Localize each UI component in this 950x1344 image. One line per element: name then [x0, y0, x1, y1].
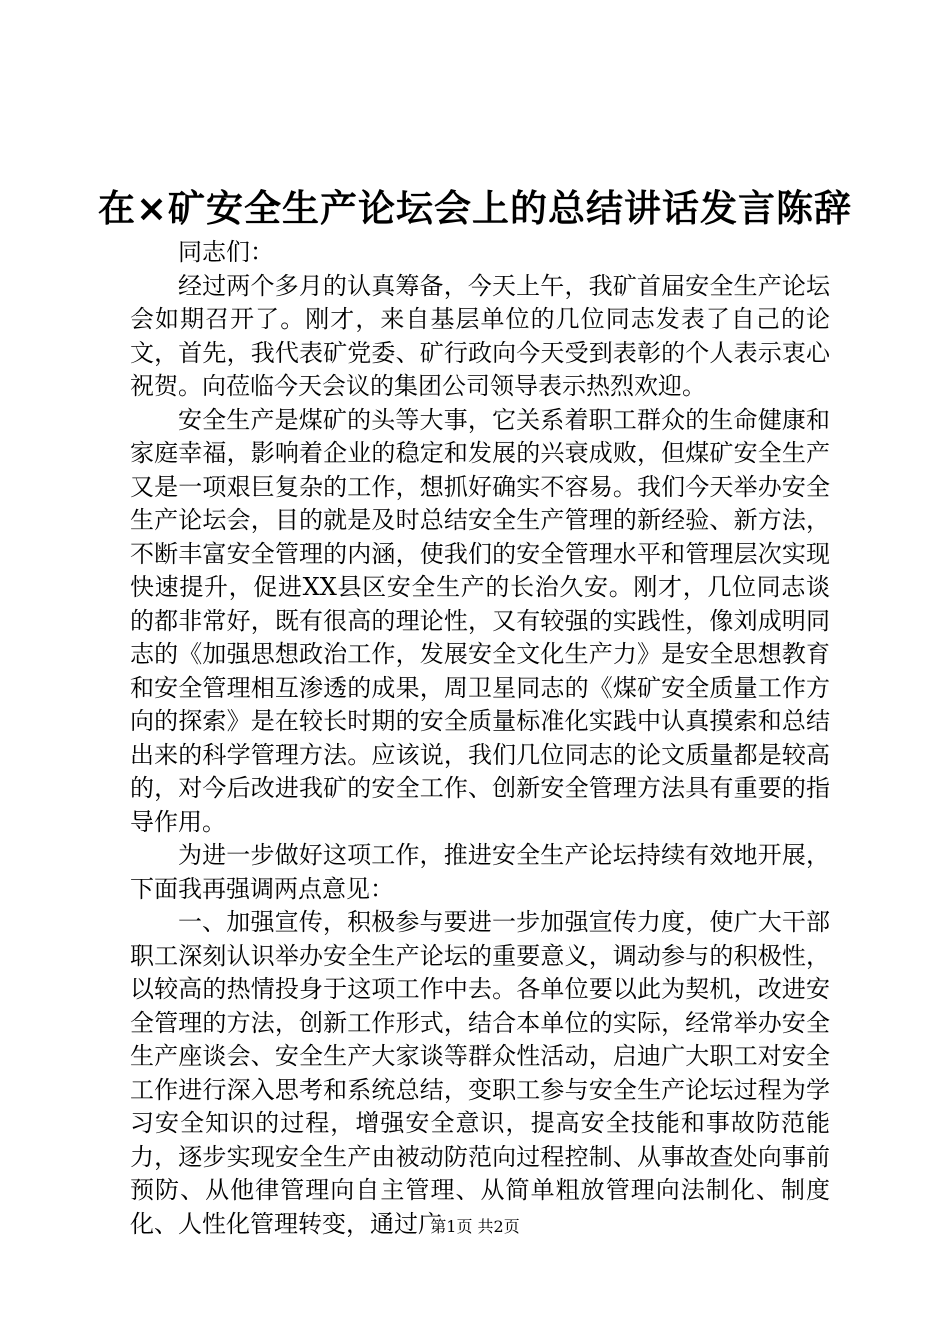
body-paragraph: 为进一步做好这项工作，推进安全生产论坛持续有效地开展，下面我再强调两点意见：: [130, 841, 830, 903]
document-title: 在×矿安全生产论坛会上的总结讲话发言陈辞: [97, 187, 852, 230]
body-paragraph: 安全生产是煤矿的头等大事，它关系着职工群众的生命健康和家庭幸福，影响着企业的稳定和发展的兴衰成败，但煤矿安全生产又是一项艰巨复杂的工作，想抓好确实不容易。我们今天举办安全生产论坛会，目的就是及时总结安全生产管理的新经验、新方法，不断丰富安全管理的内涵，使我们的安全管理水平和管理层次实现快速提升，促进XX县区安全生产的长治久安。刚才，几位同志谈的都非常好，既有很高的理论性，又有较强的实践性，像刘成明同志的《加强思想政治工作，发展安全文化生产力》是安全思想教育和安全管理相互渗透的成果，周卫星同志的《煤矿安全质量工作方向的探索》是在较长时期的安全质量标准化实践中认真摸索和总结出来的科学管理方法。应该说，我们几位同志的论文质量都是较高的，对今后改进我矿的安全工作、创新安全管理方法具有重要的指导作用。: [130, 405, 830, 836]
document-body: [130, 236, 830, 1241]
body-paragraph: 经过两个多月的认真筹备，今天上午，我矿首届安全生产论坛会如期召开了。刚才，来自基层单位的几位同志发表了自己的论文，首先，我代表矿党委、矿行政向今天受到表彰的个人表示衷心祝贺。向莅临今天会议的集团公司领导表示热烈欢迎。: [130, 271, 830, 400]
body-paragraph: 一、加强宣传，积极参与要进一步加强宣传力度，使广大干部职工深刻认识举办安全生产论坛的重要意义，调动参与的积极性，以较高的热情投身于这项工作中去。各单位要以此为契机，改进安全管理的方法，创新工作形式，结合本单位的实际，经常举办安全生产座谈会、安全生产大家谈等群众性活动，启迪广大职工对安全工作进行深入思考和系统总结，变职工参与安全生产论坛过程为学习安全知识的过程，增强安全意识，提高安全技能和事故防范能力，逐步实现安全生产由被动防范向过程控制、从事故查处向事前预防、从他律管理向自主管理、从简单粗放管理向法制化、制度化、人性化管理转变，通过广: [130, 908, 830, 1238]
salutation-paragraph: 同志们：: [178, 238, 274, 266]
page-number-footer: 第1页 共2页: [430, 1217, 520, 1236]
